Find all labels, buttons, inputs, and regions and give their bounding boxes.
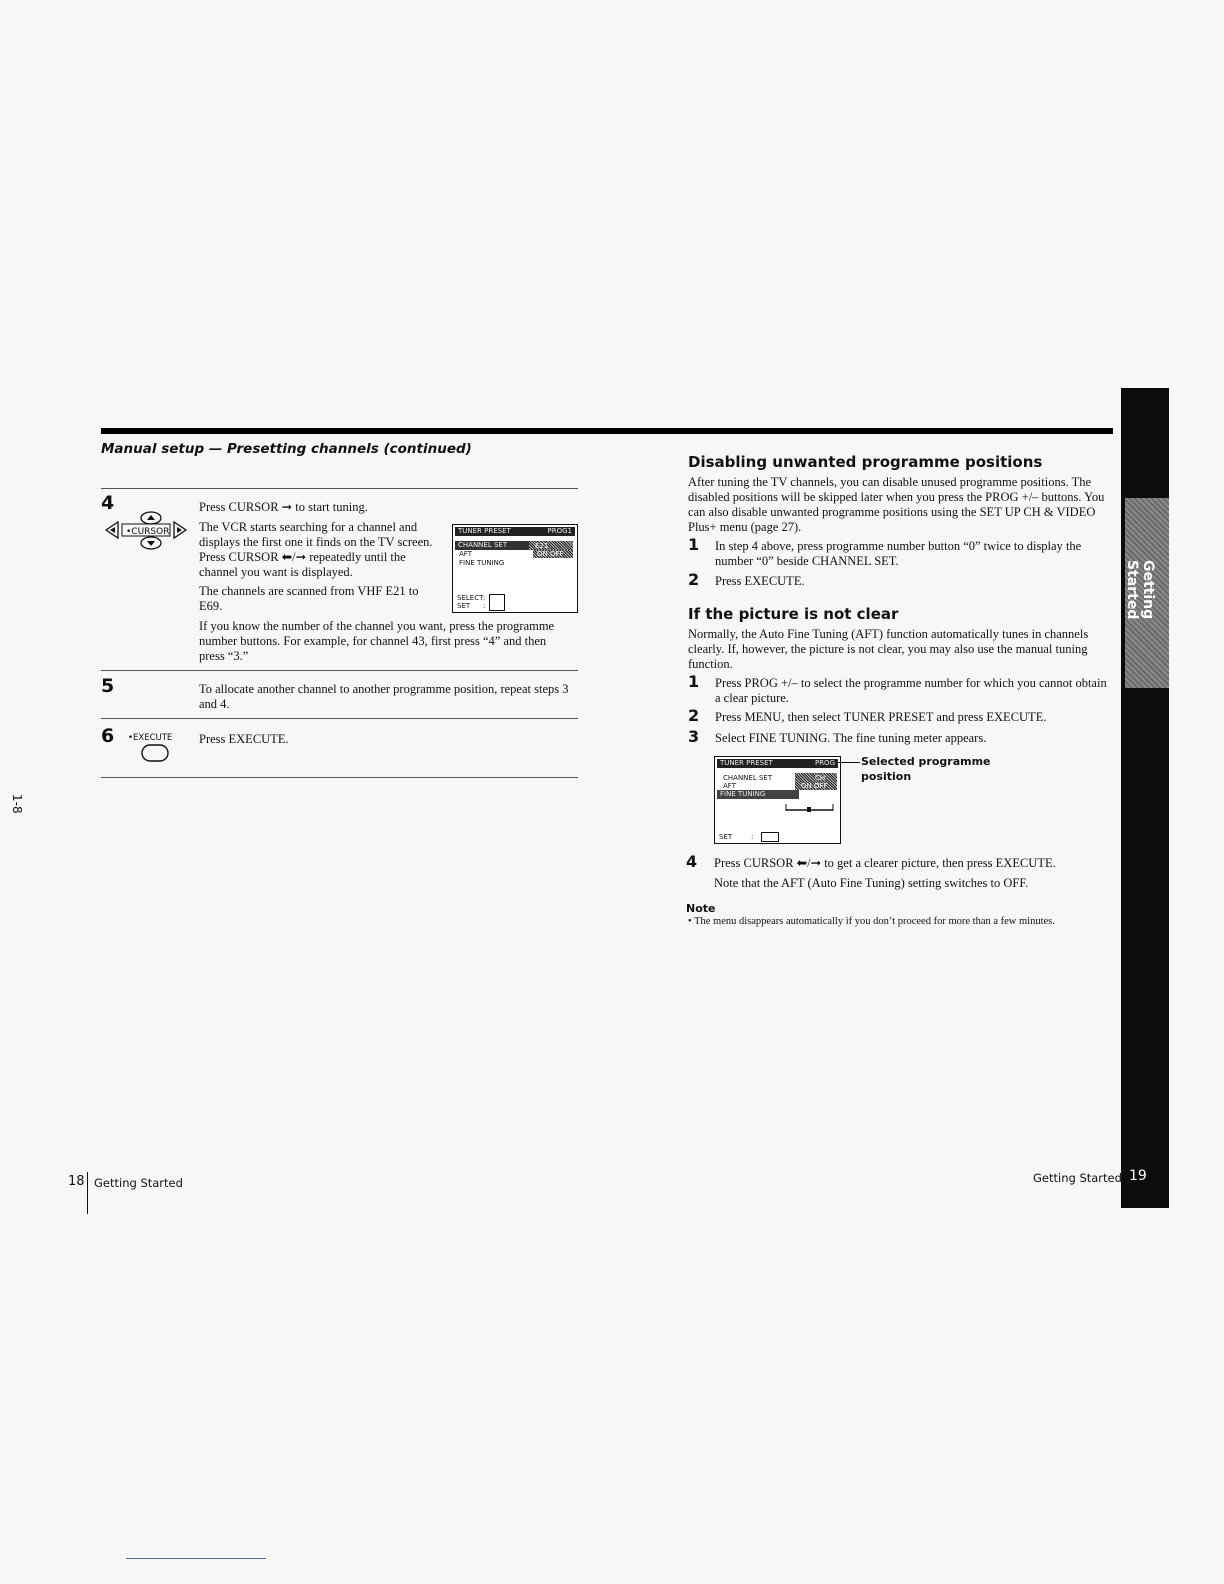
osd-title: TUNER PRESET (458, 527, 511, 535)
disabling-step2: Press EXECUTE. (715, 574, 805, 588)
footer-divider (87, 1172, 88, 1214)
step-number: 4 (686, 852, 698, 871)
header-rule (101, 428, 1113, 434)
divider (101, 718, 578, 719)
disabling-step1: In step 4 above, press programme number button “0” twice to display the number “0” beside CHANNEL SET. (715, 539, 1082, 568)
disabling-title: Disabling unwanted programme positions (688, 453, 1043, 471)
step5-text: To allocate another channel to another programme position, repeat steps 3 and 4. (199, 682, 569, 711)
osd2-set: SET (719, 833, 733, 841)
osd-row2-value: ON OFF (537, 550, 564, 558)
page-number-left: 18 (68, 1174, 85, 1189)
side-tab-label: Getting Started (1124, 560, 1156, 620)
arrow-keys-icon (489, 594, 505, 611)
osd-row1-value: E21 (535, 542, 549, 550)
section-title: Manual setup — Presetting channels (continued) (101, 441, 472, 457)
osd-row-aft: AFT (459, 550, 472, 558)
step-number: 5 (101, 675, 115, 697)
note-text: • The menu disappears automatically if you don’t proceed for more than a few minutes. (688, 916, 1055, 927)
fine-tuning-meter (785, 801, 835, 813)
cursor-label: •CURSOR (126, 527, 170, 537)
step-number: 2 (688, 706, 700, 725)
step-number: 1 (688, 535, 700, 554)
divider (101, 488, 578, 489)
disabling-intro: After tuning the TV channels, you can disable unused programme positions. The disabled positions will be skipped later when you press the PROG +/– buttons. You can also disable unwanted programme positions using the SET UP CH & VIDEO Plus+ menu (page 27). (688, 475, 1105, 534)
fine-tuning-screen: TUNER PRESET PROG CHANNEL SET CH AFT ON OFF FINE TUNING SET : (714, 756, 841, 844)
osd-row-channel-set: CHANNEL SET (455, 541, 533, 550)
bottom-rule (126, 1558, 266, 1559)
osd2-title: TUNER PRESET (720, 759, 773, 767)
note-title: Note (686, 902, 716, 915)
osd2-row-aft: AFT (723, 782, 736, 790)
execute-button-icon (141, 744, 169, 762)
osd-set: SET (457, 602, 471, 610)
osd2-prog: PROG (814, 759, 835, 767)
step-number: 3 (688, 727, 700, 746)
footer-right-text: Getting Started (1033, 1171, 1122, 1185)
osd2-row2-value: ON OFF (801, 782, 828, 790)
step-number: 1 (688, 672, 700, 691)
step4-para3: If you know the number of the channel you want, press the programme number buttons. For example, for channel 43, first press “4” and then press “3.” (199, 619, 555, 663)
callout-label: Selected programme position (861, 755, 991, 783)
not-clear-step2: Press MENU, then select TUNER PRESET and press EXECUTE. (715, 710, 1047, 724)
not-clear-step1: Press PROG +/– to select the programme number for which you cannot obtain a clear picture. (715, 676, 1107, 705)
step-number: 2 (688, 570, 700, 589)
step4-para2: The channels are scanned from VHF E21 to E69. (199, 584, 419, 613)
page-number-right: 19 (1129, 1168, 1147, 1184)
divider (101, 670, 578, 671)
arrow-keys-icon (761, 832, 779, 842)
step-number: 4 (101, 492, 115, 514)
step4-line1: Press CURSOR ➞ to start tuning. (199, 500, 368, 514)
step-number: 6 (101, 725, 115, 747)
divider (101, 777, 578, 778)
not-clear-step4-note: Note that the AFT (Auto Fine Tuning) setting switches to OFF. (714, 876, 1029, 890)
osd2-row-channel-set: CHANNEL SET (723, 774, 773, 782)
footer-left-text: Getting Started (94, 1176, 183, 1190)
step6-text: Press EXECUTE. (199, 732, 289, 746)
osd2-row-fine-tuning: FINE TUNING (717, 790, 799, 799)
side-tab (1121, 388, 1169, 1208)
execute-label: •EXECUTE (128, 733, 173, 743)
osd-prog: PROG1 (547, 527, 572, 535)
osd-row-fine-tuning: FINE TUNING (459, 559, 505, 567)
osd2-row1-value: CH (815, 774, 826, 782)
not-clear-title: If the picture is not clear (688, 605, 899, 623)
cursor-buttons-icon (104, 510, 198, 552)
step4-para1: The VCR starts searching for a channel and displays the first one it finds on the TV screen. Press CURSOR ⬅/➞ repeatedly until the channel you want is displayed. (199, 520, 433, 579)
not-clear-intro: Normally, the Auto Fine Tuning (AFT) function automatically tunes in channels clearly. If, however, the picture is not clear, you may also use the manual tuning function. (688, 627, 1089, 671)
callout-line (838, 762, 860, 763)
not-clear-step3: Select FINE TUNING. The fine tuning meter appears. (715, 731, 987, 745)
tuner-preset-screen: TUNER PRESET PROG1 CHANNEL SET E21 AFT ON OFF FINE TUNING SELECT SET : : (452, 524, 578, 613)
osd-select: SELECT (457, 594, 484, 602)
margin-label: 1-8 (10, 794, 24, 814)
not-clear-step4: Press CURSOR ⬅/➞ to get a clearer picture, then press EXECUTE. (714, 856, 1056, 870)
